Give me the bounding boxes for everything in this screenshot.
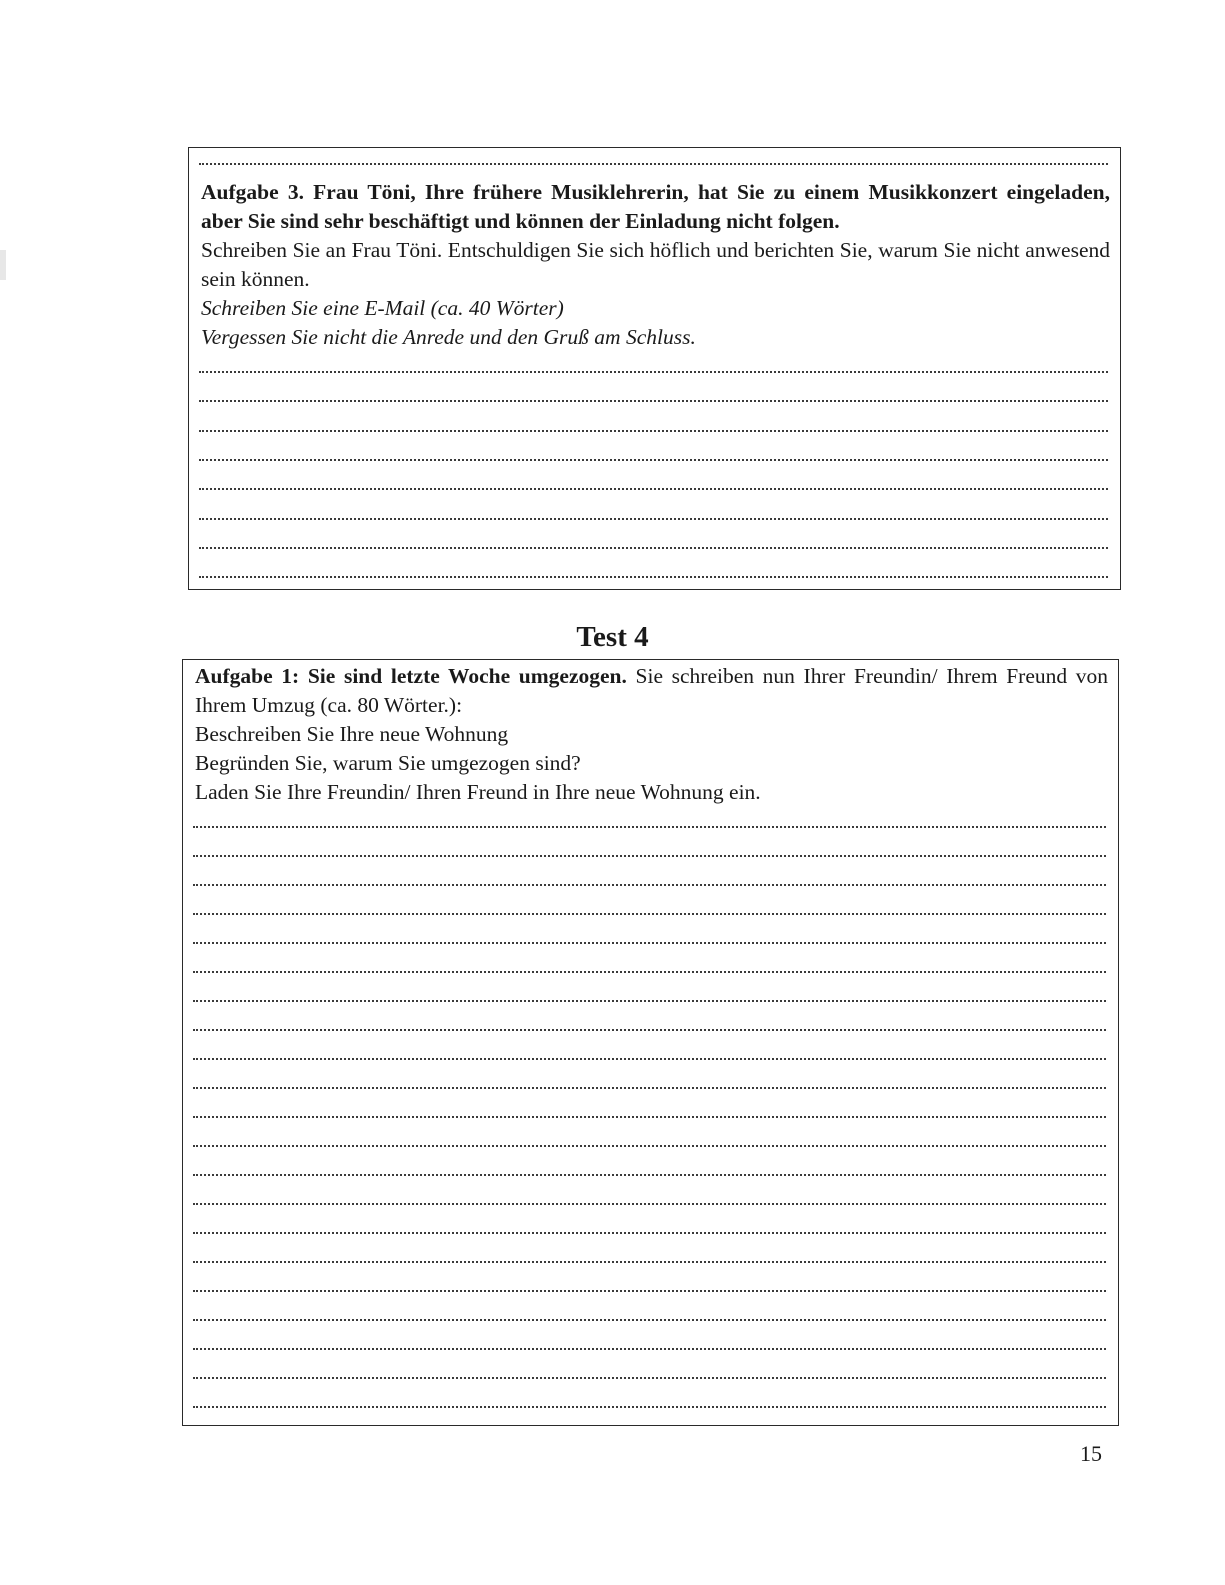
answer-line — [193, 1174, 1106, 1176]
answer-line — [193, 1145, 1106, 1147]
answer-line — [199, 547, 1108, 549]
aufgabe-3-greeting-note: Vergessen Sie nicht die Anrede und den Gruß am Schluss. — [201, 325, 696, 349]
answer-line — [193, 1087, 1106, 1089]
answer-line — [199, 430, 1108, 432]
answer-line — [193, 942, 1106, 944]
aufgabe-1-box — [182, 659, 1119, 1426]
answer-line — [193, 826, 1106, 828]
answer-line — [193, 1232, 1106, 1234]
aufgabe-1-intro: Sie schreiben nun Ihrer Freundin/ Ihrem Freund von Ihrem Umzug (ca. 80 Wörter.): — [195, 664, 1109, 717]
answer-line — [193, 1058, 1106, 1060]
answer-line — [199, 371, 1108, 373]
aufgabe-3-heading: Aufgabe 3. Frau Töni, Ihre frühere Musiklehrerin, hat Sie zu einem Musikkonzert eingeladen, aber Sie sind sehr beschäftigt und können der Einladung nicht folgen. — [201, 180, 1110, 233]
aufgabe-1-item-describe: Beschreiben Sie Ihre neue Wohnung — [195, 722, 509, 746]
answer-line — [199, 459, 1108, 461]
page-number: 15 — [1080, 1441, 1102, 1466]
answer-line — [193, 884, 1106, 886]
answer-line — [193, 971, 1106, 973]
answer-line — [193, 913, 1106, 915]
aufgabe-1-list — [195, 720, 1108, 807]
answer-line — [193, 1203, 1106, 1205]
answer-line — [193, 855, 1106, 857]
answer-line — [193, 1377, 1106, 1379]
answer-line — [199, 488, 1108, 490]
answer-line — [193, 1290, 1106, 1292]
aufgabe-1-item-invite: Laden Sie Ihre Freundin/ Ihren Freund in Ihre neue Wohnung ein. — [195, 780, 761, 804]
answer-line — [193, 1319, 1106, 1321]
answer-line — [199, 400, 1108, 402]
answer-line — [193, 1348, 1106, 1350]
aufgabe-1-item-reason: Begründen Sie, warum Sie umgezogen sind? — [195, 751, 581, 775]
answer-line — [199, 163, 1108, 165]
answer-line — [193, 1029, 1106, 1031]
answer-line — [193, 1000, 1106, 1002]
aufgabe-3-word-count-note: Schreiben Sie eine E-Mail (ca. 40 Wörter) — [201, 296, 564, 320]
aufgabe-3-text — [201, 178, 1110, 352]
answer-line — [199, 576, 1108, 578]
aufgabe-1-text — [195, 662, 1108, 720]
answer-line — [193, 1261, 1106, 1263]
aufgabe-3-box — [188, 147, 1121, 590]
answer-line — [193, 1116, 1106, 1118]
test-title: Test 4 — [576, 621, 649, 653]
page-fold-shadow — [0, 250, 6, 280]
answer-line — [199, 518, 1108, 520]
answer-line — [193, 1406, 1106, 1408]
aufgabe-3-instruction: Schreiben Sie an Frau Töni. Entschuldigen Sie sich höflich und berichten Sie, warum Sie nicht anwesend sein können. — [201, 238, 1110, 291]
aufgabe-1-heading: Aufgabe 1: Sie sind letzte Woche umgezogen. — [195, 664, 627, 688]
